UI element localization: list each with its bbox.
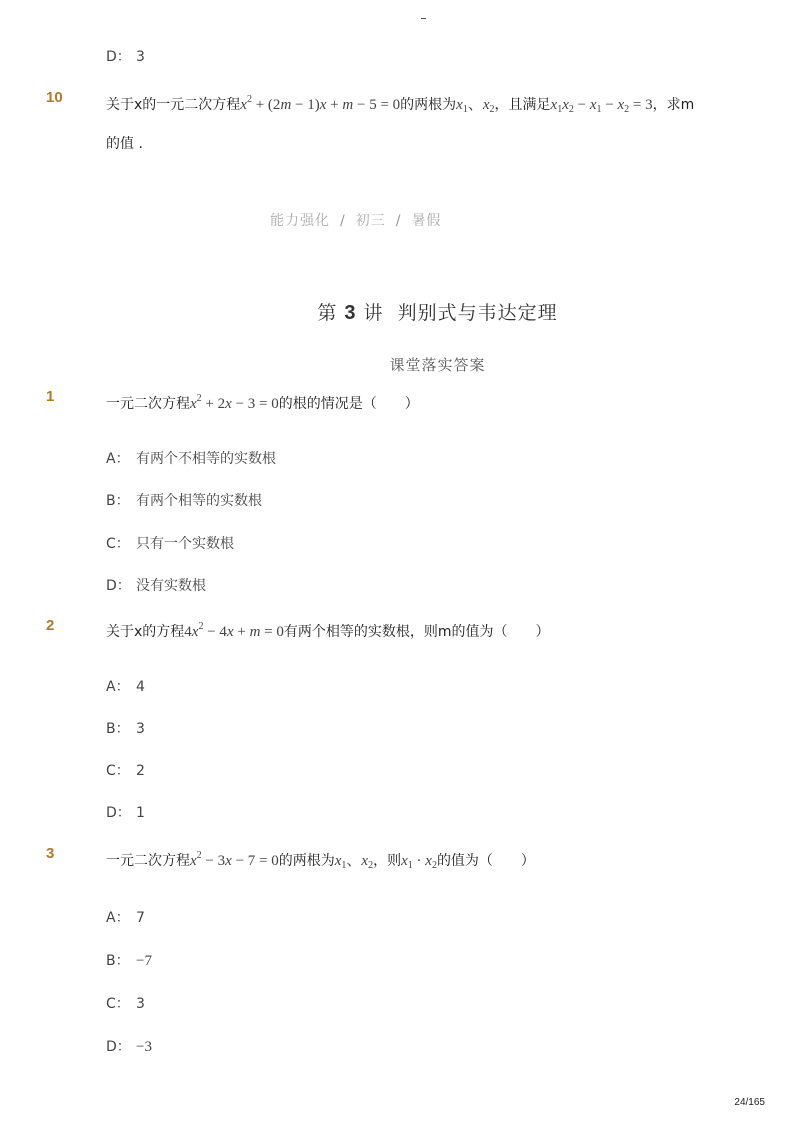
q1-option-a bbox=[106, 448, 276, 468]
option-label: A： bbox=[106, 679, 130, 695]
option-label: D： bbox=[106, 1039, 131, 1055]
page-number: 24/165 bbox=[734, 1097, 765, 1108]
q2-option-d bbox=[106, 802, 145, 822]
lecture-number: 3 bbox=[344, 302, 357, 324]
breadcrumb-item: 初三 bbox=[355, 213, 386, 229]
q3-equation: $x^2 - 3x - 7 = 0$ bbox=[190, 850, 279, 869]
option-label: D： bbox=[106, 578, 131, 594]
q3-pre: 一元二次方程 bbox=[106, 853, 190, 869]
q2-equation: $4x^2 - 4x + m = 0$ bbox=[184, 621, 284, 640]
breadcrumb-item: 暑假 bbox=[411, 213, 442, 229]
q10-mid1: 的两根为 bbox=[400, 97, 457, 113]
question-number-10: 10 bbox=[46, 89, 63, 106]
q3-mid1: 的两根为 bbox=[278, 853, 335, 869]
q10-equation: $x^2 + (2m - 1)x + m - 5 = 0$ bbox=[240, 94, 401, 113]
option-text: 3 bbox=[136, 49, 145, 65]
q10-roots: $x_1$、$x_2$ bbox=[456, 97, 495, 115]
q1-equation: $x^2 + 2x - 3 = 0$ bbox=[190, 393, 279, 412]
q2-pre: 关于x的方程 bbox=[106, 624, 185, 640]
option-text: 3 bbox=[136, 721, 145, 737]
lecture-suffix: 讲 bbox=[363, 302, 384, 324]
question-number-1: 1 bbox=[46, 388, 55, 405]
option-label: B： bbox=[106, 721, 130, 737]
q2-post: 有两个相等的实数根，则m的值为（ ） bbox=[283, 624, 550, 640]
q3-option-c bbox=[106, 993, 145, 1013]
question-10-line2: 的值 . bbox=[106, 136, 143, 152]
option-text: 有两个不相等的实数根 bbox=[136, 451, 276, 467]
q2-option-b bbox=[106, 718, 145, 738]
option-text: 3 bbox=[136, 996, 145, 1012]
option-text: 有两个相等的实数根 bbox=[136, 493, 262, 509]
lecture-prefix: 第 bbox=[317, 302, 338, 324]
q1-option-b bbox=[106, 490, 262, 510]
option-label: D： bbox=[106, 805, 131, 821]
question-3-stem bbox=[106, 849, 535, 871]
prev-option-d bbox=[106, 46, 145, 66]
q2-option-c bbox=[106, 760, 145, 780]
q1-pre: 一元二次方程 bbox=[106, 396, 190, 412]
q3-mid2: ，则 bbox=[373, 853, 402, 869]
question-number-3: 3 bbox=[46, 845, 55, 862]
q3-option-d bbox=[106, 1036, 152, 1056]
question-number-2: 2 bbox=[46, 617, 55, 634]
q1-option-d bbox=[106, 575, 206, 595]
q3-product: $x_1 \cdot x_2$ bbox=[401, 853, 437, 871]
q3-post: 的值为（ ） bbox=[436, 853, 535, 869]
question-2-stem bbox=[106, 621, 550, 641]
breadcrumb bbox=[270, 210, 441, 230]
q3-roots: $x_1$、$x_2$ bbox=[334, 853, 374, 871]
option-text: 只有一个实数根 bbox=[136, 536, 234, 552]
question-10-line1 bbox=[106, 93, 694, 115]
option-text: 4 bbox=[136, 679, 145, 695]
lecture-subtitle: 课堂落实答案 bbox=[389, 356, 486, 374]
option-label: B： bbox=[106, 953, 130, 969]
option-text: 2 bbox=[136, 763, 145, 779]
option-label: C： bbox=[106, 536, 130, 552]
option-label: D： bbox=[106, 49, 131, 65]
lecture-name: 判别式与韦达定理 bbox=[397, 302, 558, 324]
q1-post: 的根的情况是（ ） bbox=[278, 396, 419, 412]
option-text: 1 bbox=[136, 805, 145, 821]
q1-option-c bbox=[106, 533, 234, 553]
option-label: A： bbox=[106, 451, 130, 467]
breadcrumb-separator: / bbox=[340, 213, 346, 229]
option-label: C： bbox=[106, 996, 130, 1012]
breadcrumb-item: 能力强化 bbox=[270, 213, 330, 229]
q10-pre: 关于x的一元二次方程 bbox=[106, 97, 241, 113]
option-label: B： bbox=[106, 493, 130, 509]
q3-option-a bbox=[106, 907, 145, 927]
top-dash bbox=[421, 18, 426, 19]
q10-mid2: ，且满足 bbox=[494, 97, 551, 113]
q2-option-a bbox=[106, 676, 145, 696]
q10-condition: $x_1x_2 - x_1 - x_2 = 3$ bbox=[550, 97, 653, 115]
option-text: 没有实数根 bbox=[136, 578, 206, 594]
option-label: A： bbox=[106, 910, 130, 926]
breadcrumb-separator: / bbox=[395, 213, 402, 229]
option-text: −3 bbox=[136, 1039, 152, 1055]
question-1-stem bbox=[106, 393, 419, 413]
lecture-title bbox=[0, 298, 800, 325]
q3-option-b bbox=[106, 950, 152, 970]
option-label: C： bbox=[106, 763, 130, 779]
q10-post: ，求m bbox=[652, 97, 695, 113]
option-text: 7 bbox=[136, 910, 145, 926]
option-text: −7 bbox=[136, 953, 152, 969]
